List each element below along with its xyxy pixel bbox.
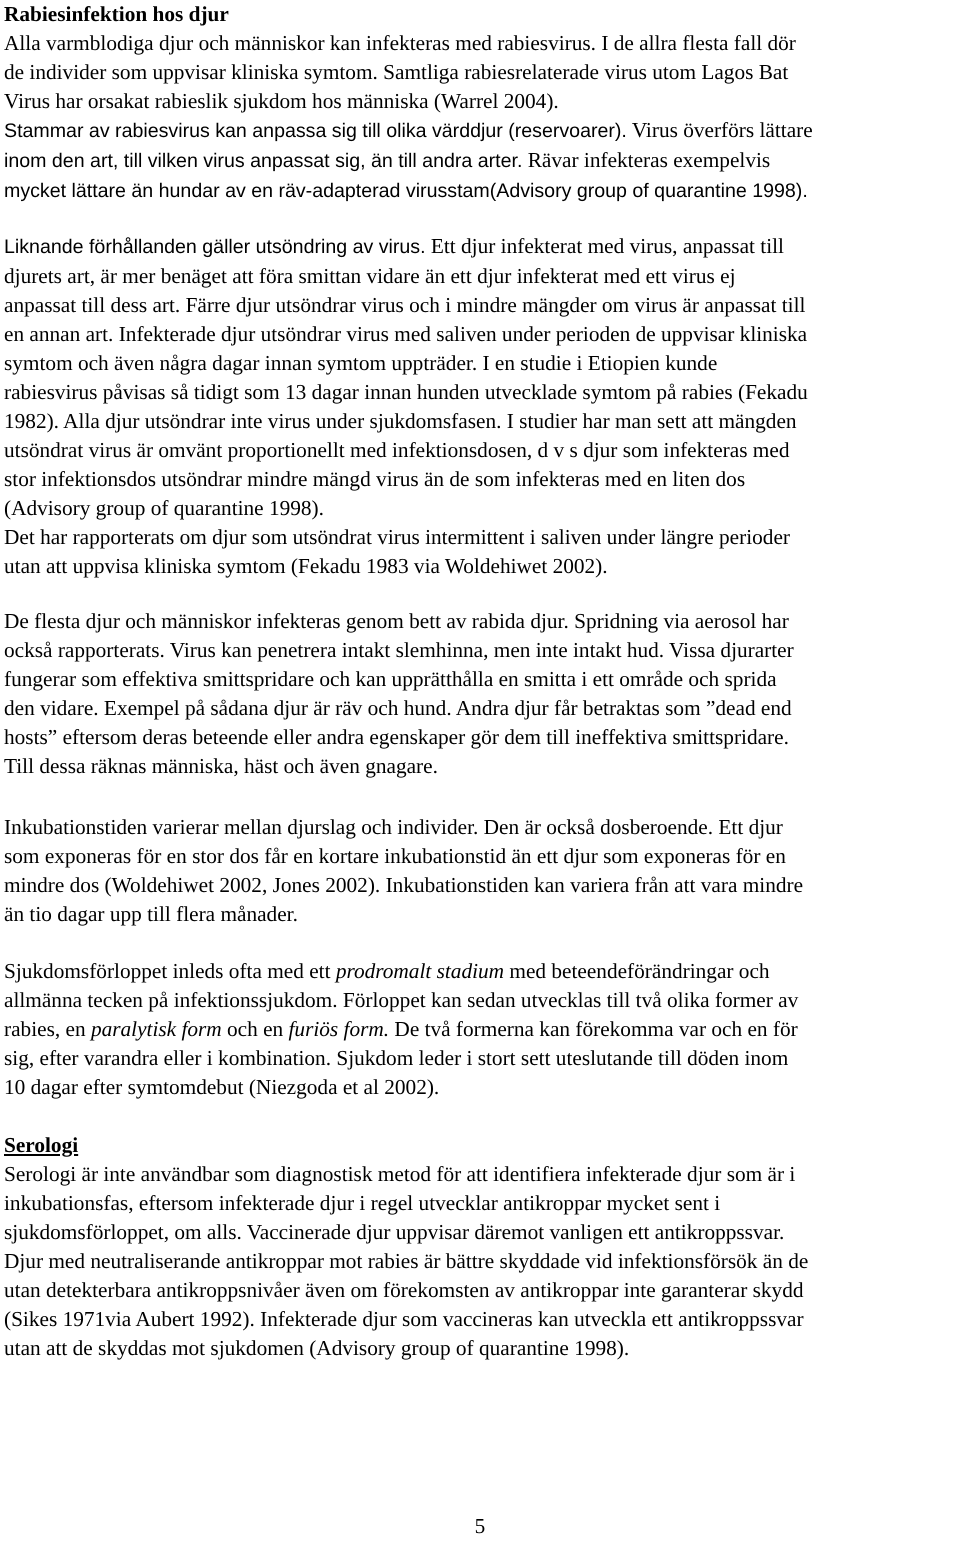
text-line: Liknande förhållanden gäller utsöndring av virus. Ett djur infekterat med virus, anpassat till xyxy=(4,234,784,258)
text-line: den vidare. Exempel på sådana djur är räv och hund. Andra djur får betraktas som ”dead end xyxy=(4,696,792,720)
text-line: rabiesvirus påvisas så tidigt som 13 dagar innan hunden utvecklade symtom på rabies (Fekadu xyxy=(4,380,808,404)
section-serologi xyxy=(4,1131,956,1363)
text-line: en annan art. Infekterade djur utsöndrar virus med saliven under perioden de uppvisar kliniska xyxy=(4,322,808,346)
text-line: Djur med neutraliserande antikroppar mot rabies är bättre skyddade vid infektionsförsök än de xyxy=(4,1249,809,1273)
text-line: hosts” eftersom deras beteende eller andra egenskaper gör dem till ineffektiva smittspridare. xyxy=(4,725,789,749)
text-line: utan att uppvisa kliniska symtom (Fekadu 1983 via Woldehiwet 2002). xyxy=(4,554,608,578)
text-line: (Advisory group of quarantine 1998). xyxy=(4,496,324,520)
text-line: också rapporterats. Virus kan penetrera intakt slemhinna, men inte intakt hud. Vissa djurarter xyxy=(4,638,794,662)
section-title: Rabiesinfektion hos djur xyxy=(4,2,229,26)
text-line: de individer som uppvisar kliniska symtom. Samtliga rabiesrelaterade virus utom Lagos Bat xyxy=(4,60,789,84)
text-line: mycket lättare än hundar av en räv-adapterad virusstam(Advisory group of quarantine 1998). xyxy=(4,180,808,202)
text-line: Stammar av rabiesvirus kan anpassa sig till olika värddjur (reservoarer). Virus överförs lättare xyxy=(4,118,813,142)
paragraph-spridning xyxy=(4,607,956,781)
text-line: sjukdomsförloppet, om alls. Vaccinerade djur uppvisar däremot vanligen ett antikroppssvar. xyxy=(4,1220,785,1244)
page-number: 5 xyxy=(474,1514,486,1538)
text-line: Sjukdomsförloppet inleds ofta med ett prodromalt stadium med beteendeförändringar och xyxy=(4,959,770,983)
text-line: Inkubationstiden varierar mellan djurslag och individer. Den är också dosberoende. Ett djur xyxy=(4,815,783,839)
text-line: 10 dagar efter symtomdebut (Niezgoda et al 2002). xyxy=(4,1075,440,1099)
term-prodromalt-stadium: prodromalt stadium xyxy=(335,959,505,983)
text-line: sig, efter varandra eller i kombination. Sjukdom leder i stort sett uteslutande till döden inom xyxy=(4,1046,789,1070)
text-line: (Sikes 1971via Aubert 1992). Infekterade djur som vaccineras kan utveckla ett antikroppssvar xyxy=(4,1307,804,1331)
text-line: stor infektionsdos utsöndrar mindre mängd virus än de som infekteras med en liten dos xyxy=(4,467,746,491)
text-line: allmänna tecken på infektionssjukdom. Förloppet kan sedan utvecklas till två olika former av xyxy=(4,988,799,1012)
text-line: Till dessa räknas människa, häst och även gnagare. xyxy=(4,754,438,778)
text-line: Virus har orsakat rabieslik sjukdom hos människa (Warrel 2004). xyxy=(4,89,559,113)
text-line: som exponeras för en stor dos får en kortare inkubationstid än ett djur som exponeras för en xyxy=(4,844,786,868)
text-line: inkubationsfas, eftersom infekterade djur i regel utvecklar antikroppar mycket sent i xyxy=(4,1191,721,1215)
text-line: symtom och även några dagar innan symtom uppträder. I en studie i Etiopien kunde xyxy=(4,351,718,375)
text-line: rabies, en paralytisk form och en furiös form. De två formerna kan förekomma var och en för xyxy=(4,1017,798,1041)
text-line: Serologi är inte användbar som diagnostisk metod för att identifiera infekterade djur som är i xyxy=(4,1162,796,1186)
text-line: djurets art, är mer benäget att föra smittan vidare än ett djur infekterat med ett virus ej xyxy=(4,264,736,288)
section-rabiesinfektion xyxy=(4,0,956,116)
text-line: inom den art, till vilken virus anpassat sig, än till andra arter. Rävar infekteras exempelvis xyxy=(4,148,771,172)
paragraph-sjukdomsforlopp xyxy=(4,957,956,1102)
paragraph-stammar xyxy=(4,116,956,206)
section-title: Serologi xyxy=(4,1133,79,1157)
text-line: anpassat till dess art. Färre djur utsöndrar virus och i mindre mängder om virus är anpassat till xyxy=(4,293,806,317)
text-line: Det har rapporterats om djur som utsöndrat virus intermittent i saliven under längre perioder xyxy=(4,525,790,549)
text-line: 1982). Alla djur utsöndrar inte virus under sjukdomsfasen. I studier har man sett att mängden xyxy=(4,409,797,433)
text-line: De flesta djur och människor infekteras genom bett av rabida djur. Spridning via aerosol har xyxy=(4,609,789,633)
text-line: Alla varmblodiga djur och människor kan infekteras med rabiesvirus. I de allra flesta fall dör xyxy=(4,31,796,55)
paragraph-liknande xyxy=(4,232,956,581)
paragraph-inkubationstid xyxy=(4,813,956,929)
text-line: utan detekterbara antikroppsnivåer även om förekomsten av antikroppar inte garanterar skydd xyxy=(4,1278,804,1302)
text-line: än tio dagar upp till flera månader. xyxy=(4,902,298,926)
term-furios-form: furiös form. xyxy=(288,1017,390,1041)
text-line: fungerar som effektiva smittspridare och kan upprätthålla en smitta i ett område och sprida xyxy=(4,667,777,691)
term-paralytisk-form: paralytisk form xyxy=(90,1017,222,1041)
text-line: utan att de skyddas mot sjukdomen (Advisory group of quarantine 1998). xyxy=(4,1336,630,1360)
text-line: utsöndrat virus är omvänt proportionellt med infektionsdosen, d v s djur som infekteras med xyxy=(4,438,790,462)
text-line: mindre dos (Woldehiwet 2002, Jones 2002). Inkubationstiden kan variera från att vara mindre xyxy=(4,873,804,897)
